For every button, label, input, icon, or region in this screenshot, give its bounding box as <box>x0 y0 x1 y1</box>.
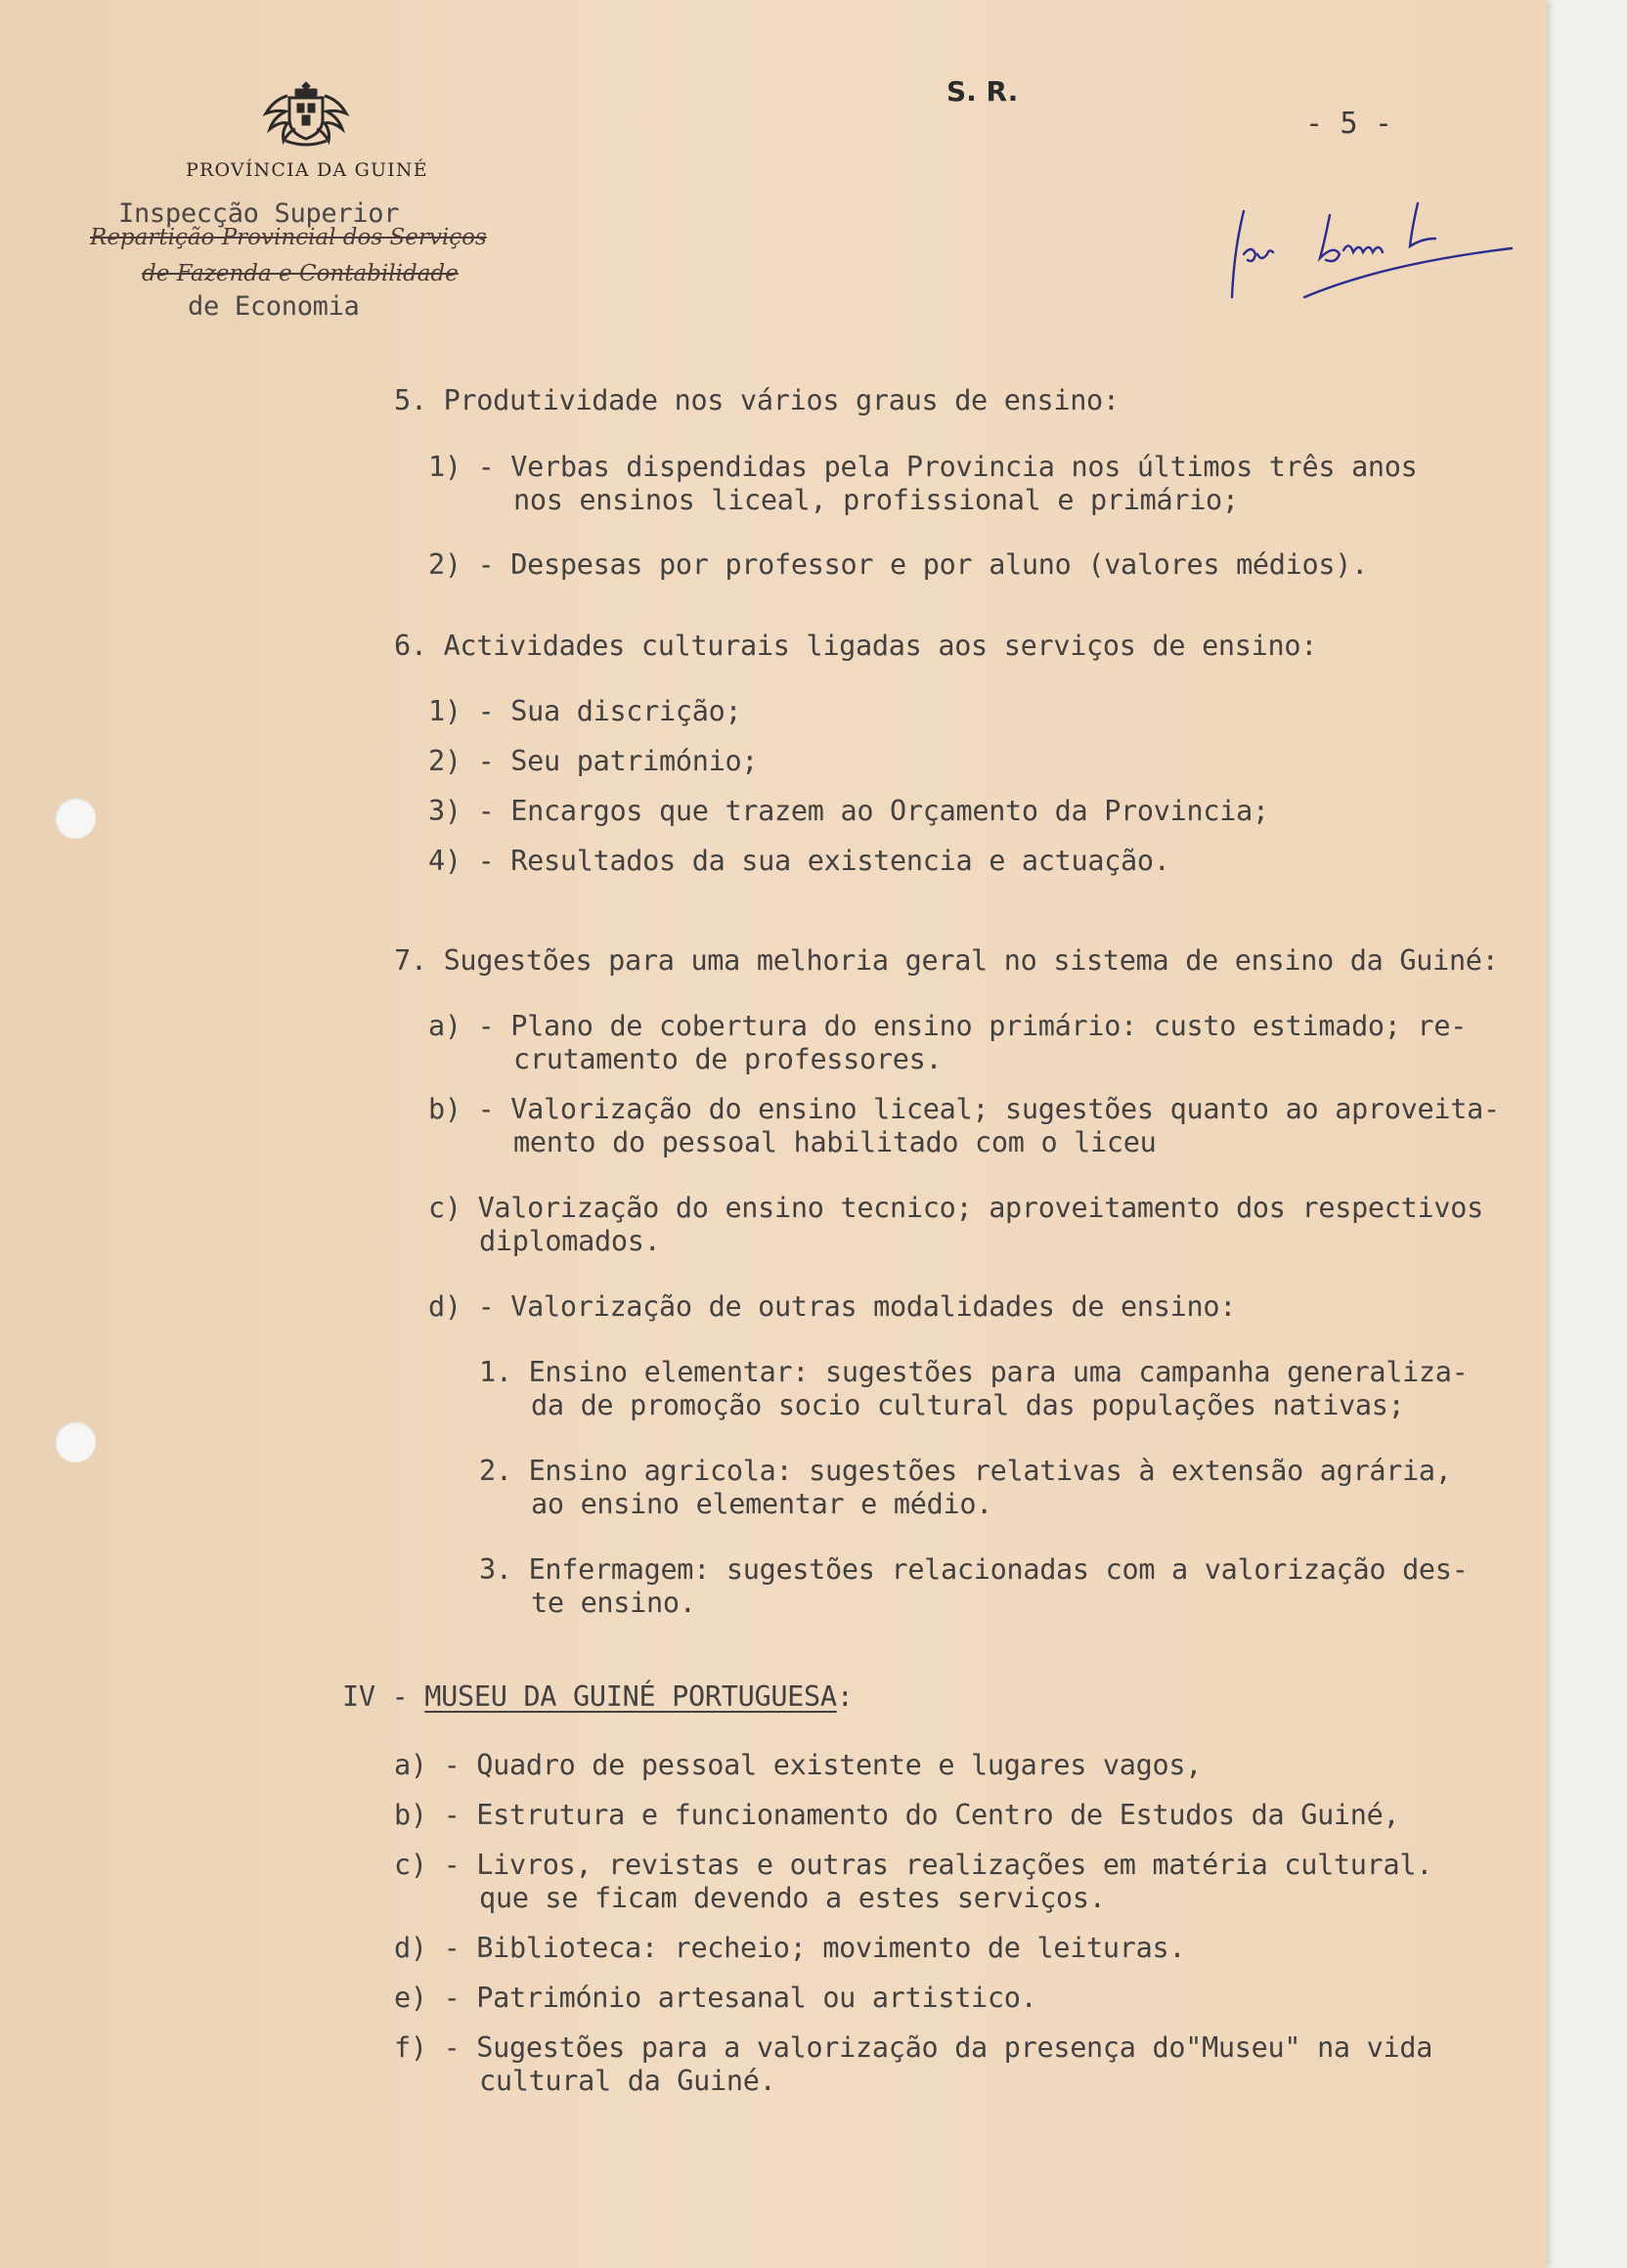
section-iv-item-e: e) - Património artesanal ou artistico. <box>394 1982 1037 2014</box>
handwritten-signature <box>1222 196 1516 303</box>
section-7-d1-line-2: da de promoção socio cultural das populações nativas; <box>531 1389 1405 1421</box>
section-iv-item-f-line-2: cultural da Guiné. <box>479 2065 776 2097</box>
coat-of-arms-icon <box>260 76 352 149</box>
section-6-title: 6. Actividades culturais ligadas aos serviços de ensino: <box>394 630 1318 662</box>
section-iv-item-c-line-2: que se ficam devendo a estes serviços. <box>479 1882 1106 1914</box>
section-6-item-1: 1) - Sua discrição; <box>428 695 742 727</box>
section-iv-item-f-line-1: f) - Sugestões para a valorização da presença do"Museu" na vida <box>394 2031 1433 2064</box>
section-7-title: 7. Sugestões para uma melhoria geral no sistema de ensino da Guiné: <box>394 944 1499 977</box>
section-7-c-line-2: diplomados. <box>479 1225 661 1257</box>
section-iv-heading <box>342 1680 854 1713</box>
punch-hole-top <box>55 798 96 839</box>
province-name: PROVÍNCIA DA GUINÉ <box>186 159 428 181</box>
section-iv-item-a: a) - Quadro de pessoal existente e lugares vagos, <box>394 1749 1203 1781</box>
section-iv-item-d: d) - Biblioteca: recheio; movimento de leituras. <box>394 1932 1186 1964</box>
section-7-d3-line-1: 3. Enfermagem: sugestões relacionadas com a valorização des- <box>479 1553 1469 1586</box>
section-7-a-line-1: a) - Plano de cobertura do ensino primário: custo estimado; re- <box>428 1010 1468 1042</box>
section-iv-item-b: b) - Estrutura e funcionamento do Centro de Estudos da Guiné, <box>394 1799 1400 1831</box>
punch-hole-bottom <box>55 1421 96 1462</box>
section-5-item-1-line-2: nos ensinos liceal, profissional e primário; <box>513 484 1239 516</box>
struck-department-line-2: de Fazenda e Contabilidade <box>142 261 459 286</box>
section-iv-suffix: : <box>836 1680 854 1713</box>
section-7-a-line-2: crutamento de professores. <box>513 1043 943 1075</box>
section-7-d2-line-2: ao ensino elementar e médio. <box>531 1488 993 1520</box>
section-5-item-1-line-1: 1) - Verbas dispendidas pela Provincia nos últimos três anos <box>428 451 1418 483</box>
section-7-b-line-1: b) - Valorização do ensino liceal; sugestões quanto ao aproveita- <box>428 1093 1500 1125</box>
department-economia: de Economia <box>188 291 360 322</box>
section-iv-item-c-line-1: c) - Livros, revistas e outras realizações em matéria cultural. <box>394 1849 1433 1881</box>
section-7-d3-line-2: te ensino. <box>531 1587 696 1619</box>
section-iv-prefix: IV - <box>342 1680 425 1713</box>
section-6-item-3: 3) - Encargos que trazem ao Orçamento da Provincia; <box>428 795 1269 827</box>
section-6-item-2: 2) - Seu património; <box>428 745 759 777</box>
section-6-item-4: 4) - Resultados da sua existencia e actuação. <box>428 845 1170 877</box>
section-7-d2-line-1: 2. Ensino agricola: sugestões relativas à extensão agrária, <box>479 1455 1452 1487</box>
section-5-item-2: 2) - Despesas por professor e por aluno (valores médios). <box>428 548 1368 581</box>
section-7-d-line-1: d) - Valorização de outras modalidades de ensino: <box>428 1290 1237 1323</box>
classification-mark: S. R. <box>946 75 1019 108</box>
section-5-title: 5. Produtividade nos vários graus de ensino: <box>394 384 1120 416</box>
section-7-d1-line-1: 1. Ensino elementar: sugestões para uma campanha generaliza- <box>479 1356 1469 1388</box>
section-7-b-line-2: mento do pessoal habilitado com o liceu <box>513 1126 1157 1158</box>
page-number: - 5 - <box>1305 107 1392 141</box>
section-7-c-line-1: c) Valorização do ensino tecnico; aproveitamento dos respectivos <box>428 1192 1483 1224</box>
department-inspeccao: Inspecção Superior <box>118 198 400 229</box>
section-iv-title: MUSEU DA GUINÉ PORTUGUESA <box>424 1680 837 1713</box>
struck-department-line-1: Repartição Provincial dos Serviços <box>90 225 487 250</box>
